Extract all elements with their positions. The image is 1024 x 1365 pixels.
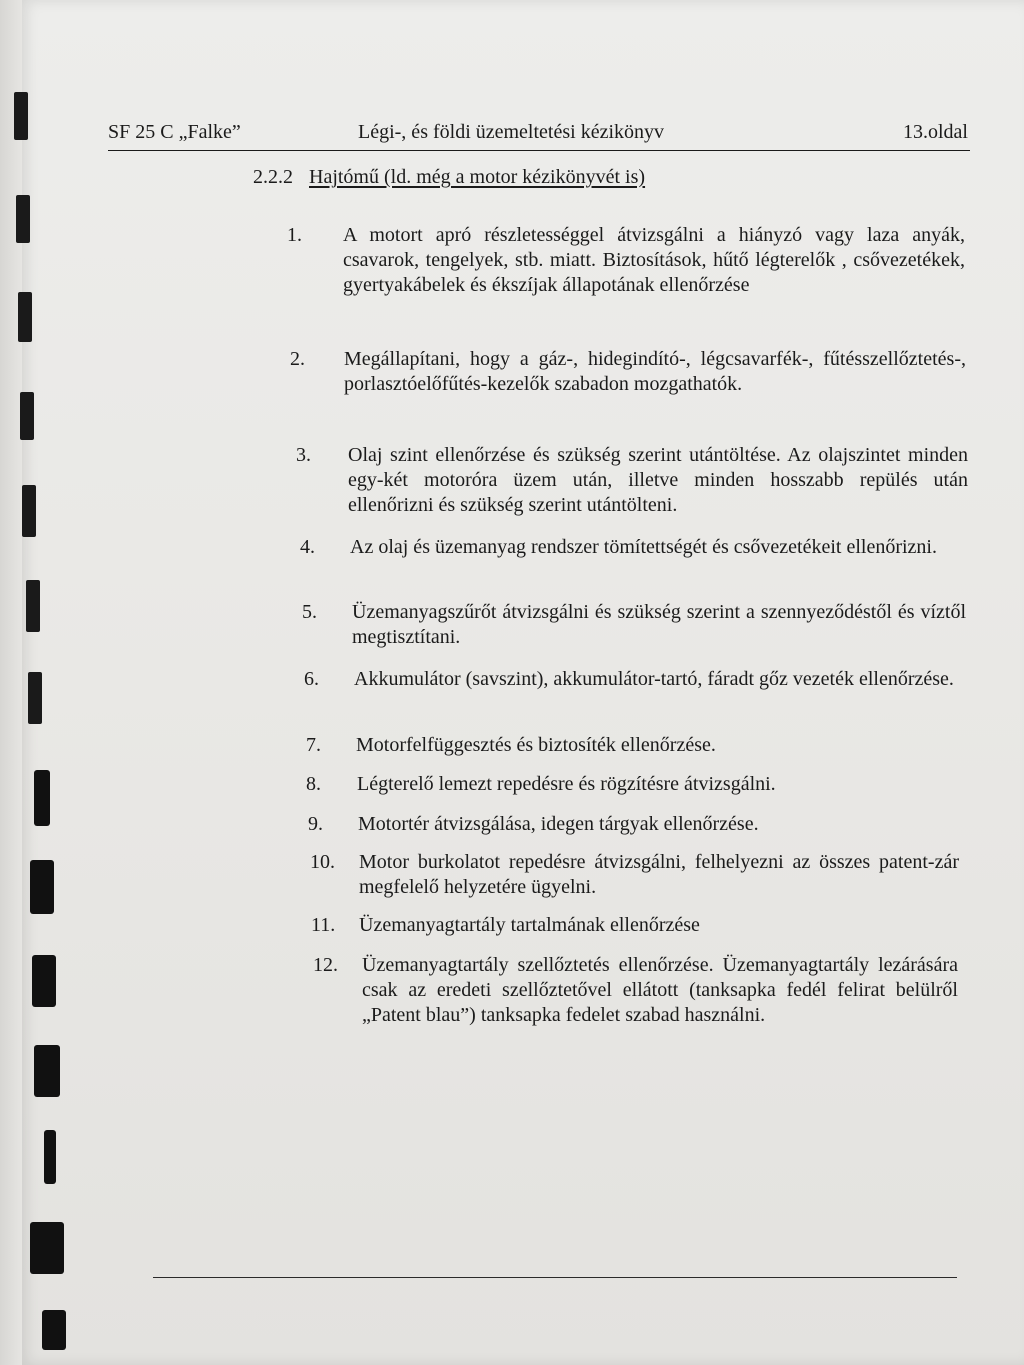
header-manual-title: Légi-, és földi üzemeltetési kézikönyv: [358, 121, 665, 143]
item-number: 6.: [304, 668, 319, 690]
item-text: Az olaj és üzemanyag rendszer tömítettségét és csővezetékeit ellenőrizni.: [350, 536, 937, 558]
item-text: Motor burkolatot repedésre átvizsgálni, felhelyezni az összes patent-zár megfelelő helyzetére ügyelni.: [359, 851, 959, 898]
item-number: 2.: [290, 348, 305, 370]
item-number: 11.: [311, 914, 336, 936]
item-text: A motort apró részletességgel átvizsgálni a hiányzó vagy laza anyák, csavarok, tengelyek, stb. miatt. Biztosítások, hűtő légterelők , csővezetékek, gyertyakábelek és ékszíjak állapotának ellenőrzése: [343, 224, 965, 296]
item-text: Légterelő lemezt repedésre és rögzítésre átvizsgálni.: [357, 773, 776, 795]
item-number: 1.: [287, 224, 302, 246]
item-text: Akkumulátor (savszint), akkumulátor-tartó, fáradt gőz vezeték ellenőrzése.: [354, 668, 954, 690]
header-page-number: 13.oldal: [903, 121, 968, 143]
item-number: 10.: [310, 851, 335, 873]
item-text: Üzemanyagtartály szellőztetés ellenőrzése. Üzemanyagtartály lezárására csak az eredeti szellőztetővel ellátott (tanksapka fedél felirat belülről „Patent blau”) tanksapka fedelet szabad használni.: [362, 954, 958, 1026]
item-number: 9.: [308, 813, 323, 835]
footer-rule: [153, 1277, 957, 1278]
item-number: 8.: [306, 773, 321, 795]
item-text: Olaj szint ellenőrzése és szükség szerint utántöltése. Az olajszintet minden egy-két motoróra üzem után, illetve minden hosszabb repülés után ellenőrizni és szükség szerint utántölteni.: [348, 444, 968, 516]
item-number: 3.: [296, 444, 311, 466]
item-number: 5.: [302, 601, 317, 623]
item-text: Üzemanyagtartály tartalmának ellenőrzése: [359, 914, 700, 936]
item-number: 4.: [300, 536, 315, 558]
item-text: Motortér átvizsgálása, idegen tárgyak ellenőrzése.: [358, 813, 759, 835]
section-title: Hajtómű (ld. még a motor kézikönyvét is): [309, 166, 646, 188]
item-text: Megállapítani, hogy a gáz-, hidegindító-, légcsavarfék-, fűtésszellőztetés-, porlasztóelőfűtés-kezelők szabadon mozgathatók.: [344, 348, 966, 395]
item-text: Üzemanyagszűrőt átvizsgálni és szükség szerint a szennyeződéstől és víztől megtisztítani.: [352, 601, 966, 648]
item-number: 12.: [313, 954, 338, 976]
header-aircraft: SF 25 C „Falke”: [108, 121, 241, 143]
item-text: Motorfelfüggesztés és biztosíték ellenőrzése.: [356, 734, 716, 756]
section-number: 2.2.2: [253, 166, 293, 188]
item-number: 7.: [306, 734, 321, 756]
